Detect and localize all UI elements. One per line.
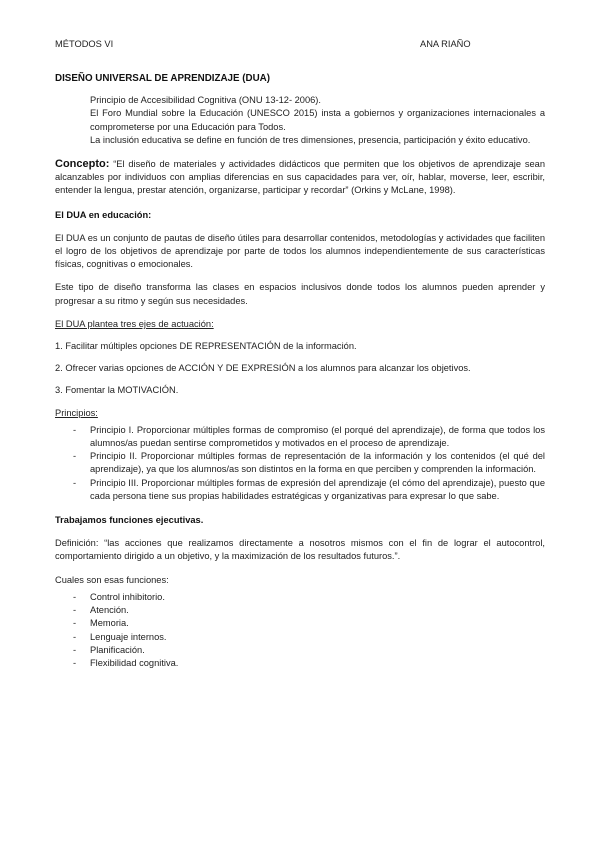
dash-bullet: - [73,605,77,616]
functions-list [55,591,545,670]
function-item [55,591,545,604]
dash-bullet: - [73,618,77,629]
document-body [55,72,545,670]
intro-block [55,94,545,147]
function-item [55,604,545,617]
function-item [55,617,545,630]
dash-bullet: - [73,644,77,655]
dash-bullet: - [73,424,77,435]
function-item [55,657,545,670]
principle-item [55,477,545,503]
axis-item: 3. Fomentar la MOTIVACIÓN. [55,385,179,396]
principle-item [55,450,545,476]
principle-text: Principio I. Proporcionar múltiples formas de compromiso (el porqué del aprendizaje), de forma que todos los alumnos/as puedan sentirse comprometidos y motivados en el proceso de aprendizaje. [90,424,545,449]
function-item [55,631,545,644]
function-text: Control inhibitorio. [90,591,165,602]
principle-text: Principio II. Proporcionar múltiples formas de representación de la información y los contenidos (el qué del aprendizaje), ya que los alumnos/as son distintos en la forma en que perciben y comprenden la información. [90,451,545,475]
dua-education-heading: El DUA en educación: [55,209,152,220]
intro-line: La inclusión educativa se define en función de tres dimensiones, presencia, participación y éxito educativo. [90,134,531,145]
function-text: Planificación. [90,644,145,655]
dash-bullet: - [73,591,77,602]
concept-paragraph [55,158,545,198]
function-text: Flexibilidad cognitiva. [90,657,179,668]
principles-heading: Principios: [55,407,98,418]
function-text: Lenguaje internos. [90,631,167,642]
executive-heading: Trabajamos funciones ejecutivas. [55,515,204,526]
principles-list [55,424,545,503]
axis-item: 2. Ofrecer varias opciones de ACCIÓN Y DE EXPRESIÓN a los alumnos para alcanzar los objetivos. [55,363,471,374]
function-text: Atención. [90,605,129,616]
axes-heading: El DUA plantea tres ejes de actuación: [55,318,214,329]
intro-line: El Foro Mundial sobre la Educación (UNESCO 2015) insta a gobiernos y organizaciones internacionales a comprometerse por una Educación para Todos. [90,108,545,132]
intro-line: Principio de Accesibilidad Cognitiva (ONU 13-12- 2006). [90,95,321,106]
function-item [55,644,545,657]
dash-bullet: - [73,477,77,488]
dua-education-paragraph: Este tipo de diseño transforma las clases en espacios inclusivos donde todos los alumnos pueden aprender y progresar a su ritmo y según sus necesidades. [55,282,545,306]
concept-text: “El diseño de materiales y actividades didácticos que permiten que los objetivos de aprendizaje sean alcanzables por individuos con amplias diferencias en sus capacidades para ver, oír, hablar, moverse, leer, escribir, entender la lengua, prestar atención, organizarse, participar y recordar” (Orkins y McLane, 1998). [55,159,545,196]
functions-heading: Cuales son esas funciones: [55,574,169,585]
dash-bullet: - [73,631,77,642]
axis-item: 1. Facilitar múltiples opciones DE REPRESENTACIÓN de la información. [55,341,357,352]
principle-item [55,424,545,450]
principle-text: Principio III. Proporcionar múltiples formas de expresión del aprendizaje (el cómo del aprendizaje), puesto que cada persona tiene sus propias habilidades estratégicas y organizativas para expresar lo que sabe. [90,477,545,501]
dash-bullet: - [73,657,77,668]
header-author: ANA RIAÑO [420,39,471,49]
document-title: DISEÑO UNIVERSAL DE APRENDIZAJE (DUA) [55,73,271,84]
dua-education-paragraph: El DUA es un conjunto de pautas de diseño útiles para desarrollar contenidos, metodologías y actividades que faciliten el logro de los objetivos de aprendizaje por parte de todos los alumnos independientemente de sus características físicas, cognitivas o emocionales. [55,232,545,270]
executive-definition: Definición: “las acciones que realizamos directamente a nosotros mismos con el fin de lograr el autocontrol, comportamiento dirigido a un objetivo, y la maximización de los resultados futuros.”. [55,538,545,562]
dash-bullet: - [73,451,77,462]
function-text: Memoria. [90,618,129,629]
header-course: MÉTODOS VI [55,39,114,49]
concept-label: Concepto: [55,158,110,171]
